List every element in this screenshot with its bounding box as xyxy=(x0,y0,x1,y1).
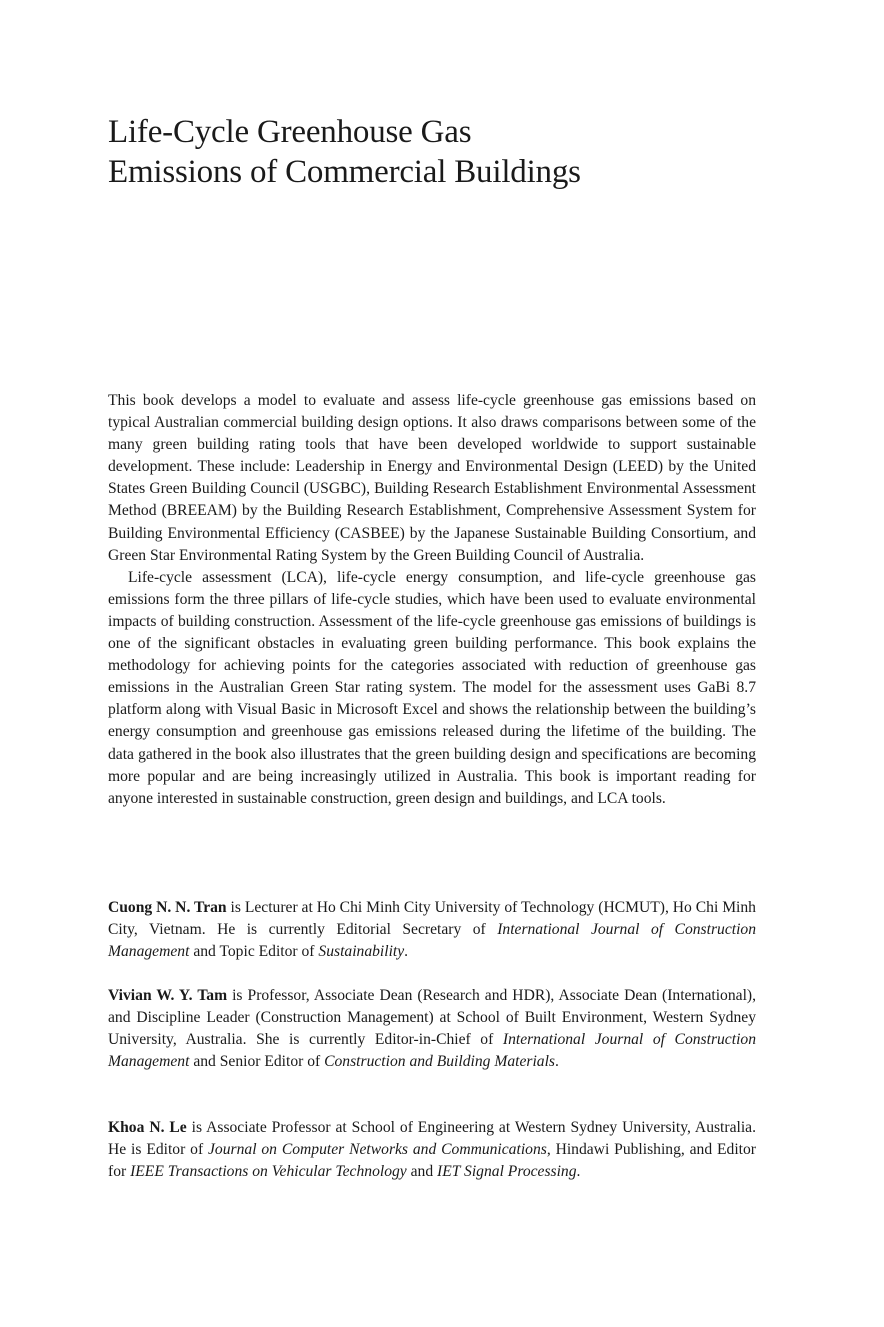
author-bio-text: and Senior Editor of xyxy=(189,1053,325,1071)
author-bio-tam xyxy=(108,985,756,1073)
author-name: Vivian W. Y. Tam xyxy=(108,987,228,1004)
author-bio-text: , Hindawi Publishing, and Editor for xyxy=(108,1141,756,1181)
journal-title: IET Signal Processing xyxy=(437,1163,577,1181)
author-bio-text: . xyxy=(404,943,409,961)
author-bio-text: is Associate Professor at School of Engineering at Western Sydney University, Australia. He is Editor of xyxy=(108,1119,756,1159)
book-description xyxy=(108,390,756,810)
author-bio-text: . xyxy=(576,1163,581,1181)
author-bio-le xyxy=(108,1117,756,1183)
book-title xyxy=(108,112,768,192)
author-bio-text: and Topic Editor of xyxy=(189,943,319,961)
journal-title: IEEE Transactions on Vehicular Technology xyxy=(130,1163,407,1181)
author-bio-text: is Professor, Associate Dean (Research and HDR), Associate Dean (International), and Discipline Leader (Construction Management) at School of Built Environment, Western Sydney University, Australia. She is currently Editor-in-Chief of xyxy=(108,987,756,1049)
author-bio-text: . xyxy=(555,1053,559,1071)
journal-title: International Journal of Construction Management xyxy=(108,1031,756,1071)
book-title-line-1: Life-Cycle Greenhouse Gas xyxy=(108,114,472,150)
journal-title: International Journal of Construction Management xyxy=(108,921,756,961)
journal-title: Sustainability xyxy=(318,943,405,961)
description-paragraph-1: This book develops a model to evaluate and assess life-cycle greenhouse gas emissions based on typical Australian commercial building design options. It also draws comparisons between some of the many green building rating tools that have been developed worldwide to support sustainable development. These include: Leadership in Energy and Environmental Design (LEED) by the United States Green Building Council (USGBC), Building Research Establishment Environmental Assessment Method (BREEAM) by the Building Research Establishment, Comprehensive Assessment System for Building Environmental Efficiency (CASBEE) by the Japanese Sustainable Building Consortium, and Green Star Environmental Rating System by the Green Building Council of Australia. xyxy=(108,392,756,564)
description-paragraph-2: Life-cycle assessment (LCA), life-cycle energy consumption, and life-cycle greenhouse gas emissions form the three pillars of life-cycle studies, which have been used to evaluate environmental impacts of building construction. Assessment of the life-cycle greenhouse gas emissions of buildings is one of the significant obstacles in evaluating green building performance. This book explains the methodology for achieving points for the categories associated with reduction of greenhouse gas emissions in the Australian Green Star rating system. The model for the assessment uses GaBi 8.7 platform along with Visual Basic in Microsoft Excel and shows the relationship between the building’s energy consumption and greenhouse gas emissions released during the lifetime of the building. The data gathered in the book also illustrates that the green building design and specifications are becoming more popular and are being increasingly utilized in Australia. This book is important reading for anyone interested in sustainable construction, green design and buildings, and LCA tools. xyxy=(108,568,756,807)
author-name: Khoa N. Le xyxy=(108,1119,187,1136)
author-name: Cuong N. N. Tran xyxy=(108,899,227,916)
author-bio-tran xyxy=(108,897,756,963)
journal-title: Construction and Building Materials xyxy=(324,1053,555,1071)
book-title-line-2: Emissions of Commercial Buildings xyxy=(108,154,581,190)
author-bio-text: and xyxy=(406,1163,438,1181)
journal-title: Journal on Computer Networks and Communications xyxy=(208,1141,547,1159)
author-bio-text: is Lecturer at Ho Chi Minh City University of Technology (HCMUT), Ho Chi Minh City, Vietnam. He is currently Editorial Secretary of xyxy=(108,899,756,939)
